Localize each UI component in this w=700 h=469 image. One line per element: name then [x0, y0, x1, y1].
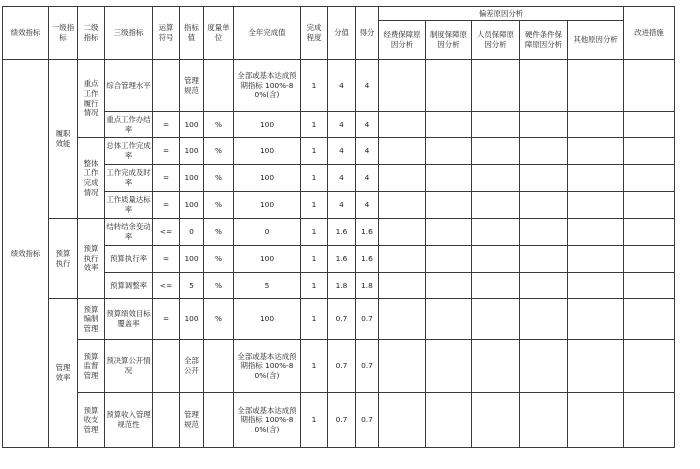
value-cell: 0.7 — [328, 299, 356, 340]
indicator-cell: 绩效指标 — [3, 60, 49, 448]
degree-cell: 1 — [301, 192, 328, 219]
degree-cell: 1 — [301, 273, 328, 299]
operator-cell — [153, 60, 180, 112]
score-cell: 0.7 — [356, 340, 379, 393]
dev-cell — [426, 340, 472, 393]
level3-cell: 工作质量达标率 — [105, 192, 153, 219]
group-cell: 管理效率 — [49, 299, 78, 448]
target-cell: 100 — [180, 165, 204, 192]
header-completion-degree: 完成程度 — [301, 7, 328, 60]
table-row — [3, 393, 675, 448]
level3-cell: 预算执行率 — [105, 246, 153, 273]
level3-cell: 预算调整率 — [105, 273, 153, 299]
unit-cell — [204, 393, 234, 448]
target-cell: 100 — [180, 246, 204, 273]
improvement-cell — [624, 138, 675, 165]
dev-cell — [520, 192, 568, 219]
dev-cell — [379, 299, 426, 340]
value-cell: 4 — [328, 192, 356, 219]
level3-cell: 重点工作办结率 — [105, 112, 153, 138]
table-row — [3, 60, 675, 112]
table-row — [3, 138, 675, 165]
unit-cell: % — [204, 165, 234, 192]
dev-cell — [472, 112, 520, 138]
score-cell: 0.7 — [356, 393, 379, 448]
dev-cell — [426, 60, 472, 112]
header-deviation: 偏差原因分析 — [379, 7, 624, 21]
dev-cell — [379, 138, 426, 165]
subgroup-cell: 预算监督管理 — [78, 340, 105, 393]
value-cell: 0.7 — [328, 340, 356, 393]
operator-cell: = — [153, 112, 180, 138]
improvement-cell — [624, 299, 675, 340]
degree-cell: 1 — [301, 112, 328, 138]
dev-cell — [472, 340, 520, 393]
dev-cell — [472, 165, 520, 192]
dev-cell — [520, 165, 568, 192]
dev-cell — [379, 219, 426, 246]
unit-cell: % — [204, 219, 234, 246]
improvement-cell — [624, 393, 675, 448]
dev-cell — [379, 60, 426, 112]
annual-cell: 0 — [234, 219, 301, 246]
header-annual-completion: 全年完成值 — [234, 7, 301, 60]
table-row — [3, 219, 675, 246]
unit-cell — [204, 340, 234, 393]
dev-cell — [472, 138, 520, 165]
unit-cell: % — [204, 246, 234, 273]
improvement-cell — [624, 60, 675, 112]
dev-cell — [426, 192, 472, 219]
level3-cell: 预决算公开情况 — [105, 340, 153, 393]
dev-cell — [426, 112, 472, 138]
target-cell: 100 — [180, 112, 204, 138]
dev-cell — [520, 219, 568, 246]
dev-cell — [472, 192, 520, 219]
dev-cell — [472, 60, 520, 112]
dev-cell — [379, 340, 426, 393]
header-level3: 三级指标 — [105, 7, 153, 60]
target-cell: 全部公开 — [180, 340, 204, 393]
unit-cell: % — [204, 192, 234, 219]
annual-cell: 100 — [234, 112, 301, 138]
target-cell: 100 — [180, 299, 204, 340]
header-score: 得分 — [356, 7, 379, 60]
value-cell: 4 — [328, 112, 356, 138]
dev-cell — [520, 273, 568, 299]
dev-cell — [472, 299, 520, 340]
header-dev-funding: 经费保障原因分析 — [379, 21, 426, 60]
dev-cell — [568, 138, 624, 165]
improvement-cell — [624, 273, 675, 299]
degree-cell: 1 — [301, 138, 328, 165]
operator-cell: = — [153, 246, 180, 273]
dev-cell — [520, 246, 568, 273]
unit-cell: % — [204, 112, 234, 138]
header-improvement: 改进措施 — [624, 7, 675, 60]
target-cell: 管理规范 — [180, 60, 204, 112]
score-cell: 4 — [356, 60, 379, 112]
dev-cell — [568, 112, 624, 138]
dev-cell — [379, 273, 426, 299]
group-cell: 履职效能 — [49, 60, 78, 219]
value-cell: 1.6 — [328, 246, 356, 273]
improvement-cell — [624, 246, 675, 273]
group-cell: 预算执行 — [49, 219, 78, 299]
dev-cell — [472, 273, 520, 299]
dev-cell — [568, 393, 624, 448]
score-cell: 0.7 — [356, 299, 379, 340]
value-cell: 4 — [328, 138, 356, 165]
level3-cell: 工作完成及时率 — [105, 165, 153, 192]
dev-cell — [472, 219, 520, 246]
subgroup-cell: 预算收支管理 — [78, 393, 105, 448]
operator-cell: = — [153, 165, 180, 192]
score-cell: 4 — [356, 112, 379, 138]
improvement-cell — [624, 112, 675, 138]
dev-cell — [568, 165, 624, 192]
subgroup-cell: 预算编制管理 — [78, 299, 105, 340]
header-target: 指标值 — [180, 7, 204, 60]
header-dev-staff: 人员保障原因分析 — [472, 21, 520, 60]
unit-cell — [204, 60, 234, 112]
score-cell: 1.6 — [356, 219, 379, 246]
level3-cell: 综合管理水平 — [105, 60, 153, 112]
annual-cell: 100 — [234, 246, 301, 273]
dev-cell — [568, 273, 624, 299]
dev-cell — [520, 393, 568, 448]
unit-cell: % — [204, 273, 234, 299]
dev-cell — [568, 192, 624, 219]
operator-cell: = — [153, 138, 180, 165]
value-cell: 4 — [328, 165, 356, 192]
header-unit: 度量单位 — [204, 7, 234, 60]
dev-cell — [379, 192, 426, 219]
level3-cell: 结转结余变动率 — [105, 219, 153, 246]
annual-cell: 100 — [234, 192, 301, 219]
dev-cell — [520, 299, 568, 340]
subgroup-cell: 整体工作完成情况 — [78, 138, 105, 219]
dev-cell — [568, 340, 624, 393]
target-cell: 100 — [180, 138, 204, 165]
degree-cell: 1 — [301, 393, 328, 448]
unit-cell: % — [204, 138, 234, 165]
header-indicator: 绩效指标 — [3, 7, 49, 60]
operator-cell: <= — [153, 273, 180, 299]
level3-cell: 预算绩效目标覆盖率 — [105, 299, 153, 340]
header-dev-hardware: 硬件条件保障原因分析 — [520, 21, 568, 60]
dev-cell — [426, 393, 472, 448]
header-dev-system: 制度保障原因分析 — [426, 21, 472, 60]
annual-cell: 全部或基本达成预期指标 100%-80%(含) — [234, 393, 301, 448]
dev-cell — [426, 273, 472, 299]
header-level1: 一级指标 — [49, 7, 78, 60]
dev-cell — [568, 60, 624, 112]
degree-cell: 1 — [301, 246, 328, 273]
score-cell: 4 — [356, 138, 379, 165]
header-operator: 运算符号 — [153, 7, 180, 60]
dev-cell — [520, 60, 568, 112]
operator-cell: = — [153, 299, 180, 340]
score-cell: 1.8 — [356, 273, 379, 299]
operator-cell — [153, 340, 180, 393]
performance-table — [2, 6, 675, 448]
degree-cell: 1 — [301, 165, 328, 192]
header-score-value: 分值 — [328, 7, 356, 60]
table-row — [3, 299, 675, 340]
dev-cell — [520, 112, 568, 138]
value-cell: 4 — [328, 60, 356, 112]
dev-cell — [426, 246, 472, 273]
dev-cell — [426, 219, 472, 246]
dev-cell — [379, 112, 426, 138]
header-level2: 二级指标 — [78, 7, 105, 60]
level3-cell: 总体工作完成率 — [105, 138, 153, 165]
dev-cell — [379, 165, 426, 192]
value-cell: 1.8 — [328, 273, 356, 299]
dev-cell — [426, 165, 472, 192]
dev-cell — [379, 393, 426, 448]
dev-cell — [520, 340, 568, 393]
score-cell: 4 — [356, 165, 379, 192]
subgroup-cell: 预算执行效率 — [78, 219, 105, 299]
table-row — [3, 340, 675, 393]
level3-cell: 预算收入管理规范性 — [105, 393, 153, 448]
unit-cell: % — [204, 299, 234, 340]
improvement-cell — [624, 340, 675, 393]
dev-cell — [472, 393, 520, 448]
degree-cell: 1 — [301, 219, 328, 246]
dev-cell — [568, 246, 624, 273]
annual-cell: 100 — [234, 138, 301, 165]
annual-cell: 全部或基本达成预期指标 100%-80%(含) — [234, 340, 301, 393]
annual-cell: 全部或基本达成预期指标 100%-80%(含) — [234, 60, 301, 112]
dev-cell — [379, 246, 426, 273]
score-cell: 1.6 — [356, 246, 379, 273]
target-cell: 0 — [180, 219, 204, 246]
improvement-cell — [624, 165, 675, 192]
improvement-cell — [624, 219, 675, 246]
dev-cell — [568, 299, 624, 340]
target-cell: 5 — [180, 273, 204, 299]
annual-cell: 100 — [234, 165, 301, 192]
subgroup-cell: 重点工作履行情况 — [78, 60, 105, 138]
target-cell: 100 — [180, 192, 204, 219]
improvement-cell — [624, 192, 675, 219]
dev-cell — [472, 246, 520, 273]
operator-cell — [153, 393, 180, 448]
operator-cell: = — [153, 192, 180, 219]
degree-cell: 1 — [301, 60, 328, 112]
value-cell: 0.7 — [328, 393, 356, 448]
dev-cell — [426, 299, 472, 340]
operator-cell: <= — [153, 219, 180, 246]
dev-cell — [568, 219, 624, 246]
header-dev-other: 其他原因分析 — [568, 21, 624, 60]
target-cell: 管理规范 — [180, 393, 204, 448]
degree-cell: 1 — [301, 299, 328, 340]
dev-cell — [520, 138, 568, 165]
annual-cell: 100 — [234, 299, 301, 340]
annual-cell: 5 — [234, 273, 301, 299]
score-cell: 4 — [356, 192, 379, 219]
value-cell: 1.6 — [328, 219, 356, 246]
degree-cell: 1 — [301, 340, 328, 393]
dev-cell — [426, 138, 472, 165]
